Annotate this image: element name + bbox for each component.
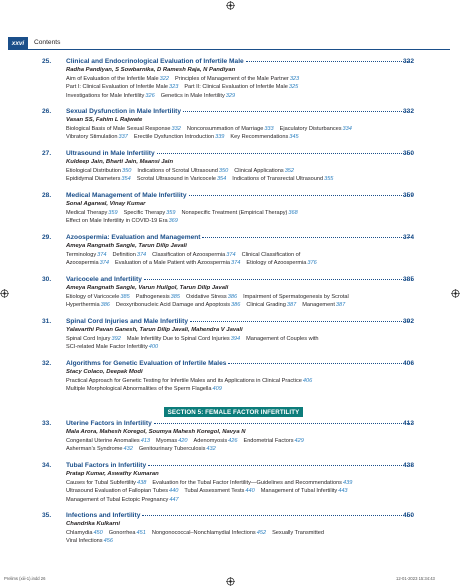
subtopic-page-number[interactable]: 326 — [145, 92, 155, 99]
chapter-authors: Chandrika Kulkarni — [66, 521, 121, 527]
subtopic-page-number[interactable]: 374 — [226, 252, 236, 258]
subtopic-page-number[interactable]: 440 — [245, 488, 255, 495]
subtopic-title: Gonorrhea — [108, 530, 136, 536]
subtopic-title: Etiology of Azoospermia — [246, 260, 307, 267]
subtopic-title: Medical Therapy — [66, 210, 108, 216]
subtopic-title: Male Infertility Due to Spinal Cord Injuries — [126, 336, 230, 342]
chapter-page-number[interactable]: 350 — [402, 150, 414, 157]
subtopic-title: Adenomyosis — [193, 438, 228, 444]
leader-dots — [246, 60, 412, 62]
subtopic-page-number[interactable]: 352 — [284, 168, 295, 174]
subtopic-title: Principles of Management of the Male Partner — [175, 76, 289, 82]
subtopic-line — [66, 538, 113, 544]
chapter-authors: Ameya Rangnath Sangle, Varun Huilgol, Tarun Dilip Javali — [66, 285, 229, 291]
subtopic-page-number[interactable]: 438 — [136, 480, 147, 486]
registration-mark-bottom — [226, 577, 235, 586]
subtopic-page-number[interactable]: 432 — [123, 446, 133, 453]
subtopic-page-number[interactable]: 420 — [178, 438, 188, 444]
chapter-number: 29. — [42, 234, 52, 241]
subtopic-title: Terminology — [66, 252, 97, 258]
subtopic-line — [66, 480, 352, 486]
chapter-page-number[interactable]: 406 — [402, 360, 414, 367]
subtopic-line — [66, 176, 333, 182]
subtopic-title: Classification of Azoospermia — [152, 252, 226, 258]
registration-mark-top — [226, 1, 235, 10]
subtopic-line — [66, 76, 299, 82]
chapter-title[interactable]: Infections and Infertility — [66, 512, 141, 519]
leader-dots — [183, 110, 412, 112]
chapter-title-line[interactable] — [66, 192, 414, 199]
subtopic-title: Multiple Morphological Abnormalities of the Sperm Flagella — [66, 386, 212, 393]
subtopic-page-number[interactable]: 325 — [288, 84, 299, 91]
chapter-title-line[interactable] — [66, 318, 414, 325]
subtopic-page-number[interactable]: 374 — [231, 260, 241, 267]
subtopic-page-number[interactable]: 354 — [216, 176, 227, 183]
running-header-title: Contents — [34, 39, 61, 46]
subtopic-line — [66, 294, 349, 300]
subtopic-page-number[interactable]: 385 — [170, 294, 180, 300]
section-banner: SECTION 5: FEMALE FACTOR INFERTILITY — [164, 407, 303, 417]
subtopic-page-number[interactable]: 392 — [111, 336, 121, 342]
chapter-authors: Vasan SS, Fahim L Rajwate — [66, 117, 143, 123]
subtopic-title: Myomas — [156, 438, 178, 444]
chapter-page-number[interactable]: 450 — [402, 512, 414, 519]
chapter-page-number[interactable]: 385 — [402, 276, 414, 283]
subtopic-title: Genetics in Male Infertility — [160, 92, 225, 99]
chapter-authors: Mala Arora, Mahesh Koregol, Soumya Mahesh Koregol, Navya N — [66, 429, 246, 435]
subtopic-line — [66, 126, 352, 132]
subtopic-title: Management — [302, 302, 335, 309]
subtopic-line — [66, 260, 317, 266]
subtopic-page-number[interactable]: 374 — [136, 252, 147, 258]
subtopic-title: Viral Infections — [66, 538, 103, 545]
subtopic-title: Management of Tubal Infertility — [260, 488, 338, 495]
leader-dots — [154, 422, 412, 424]
print-slug-timestamp: 12-01-2023 15:34:43 — [396, 576, 435, 581]
subtopic-title: Clinical Grading — [246, 302, 286, 309]
subtopic-title: Nonconsummation of Marriage — [186, 126, 264, 132]
chapter-title-line[interactable] — [66, 108, 414, 115]
subtopic-page-number[interactable]: 440 — [169, 488, 179, 495]
subtopic-page-number[interactable]: 413 — [140, 438, 151, 444]
subtopic-line — [66, 210, 298, 216]
leader-dots — [189, 194, 412, 196]
subtopic-title: Ultrasound Evaluation of Fallopian Tubes — [66, 488, 168, 495]
subtopic-page-number[interactable]: 385 — [120, 294, 130, 300]
subtopic-page-number[interactable]: 386 — [100, 302, 110, 309]
subtopic-page-number[interactable]: 359 — [108, 210, 118, 216]
subtopic-title: Tubal Assessment Tests — [184, 488, 245, 495]
chapter-title[interactable]: Tubal Factors in Infertility — [66, 462, 147, 469]
subtopic-title: Key Recommendations — [230, 134, 289, 141]
chapter-title[interactable]: Algorithms for Genetic Evaluation of Infertile Males — [66, 360, 227, 367]
subtopic-page-number[interactable]: 409 — [212, 386, 222, 393]
chapter-page-number[interactable]: 359 — [402, 192, 414, 199]
subtopic-title: Ejaculatory Disturbances — [279, 126, 342, 132]
subtopic-title: Aim of Evaluation of the Infertile Male — [66, 76, 159, 82]
chapter-title[interactable]: Ultrasound in Male Infertility — [66, 150, 155, 157]
subtopic-title: Nongonococcal–Nonchlamydial Infections — [151, 530, 256, 536]
header-rule — [8, 49, 450, 50]
subtopic-title: Part I: Clinical Evaluation of Infertile Male — [66, 84, 168, 91]
subtopic-title: Clinical Applications — [234, 168, 284, 174]
chapter-title[interactable]: Medical Management of Male Infertility — [66, 192, 187, 199]
subtopic-title: SCI-related Male Factor Infertility — [66, 344, 148, 351]
subtopic-page-number[interactable]: 337 — [118, 134, 128, 141]
chapter-authors: Stacy Colaco, Deepak Modi — [66, 369, 143, 375]
chapter-title[interactable]: Uterine Factors in Infertility — [66, 420, 152, 427]
subtopic-title: Deoxyribonucleic Acid Damage and Apoptosis — [115, 302, 231, 309]
subtopic-title: Chlamydia — [66, 530, 93, 536]
chapter-title-line[interactable] — [66, 512, 414, 519]
subtopic-page-number[interactable]: 339 — [215, 134, 225, 141]
subtopic-title: Part II: Clinical Evaluation of Infertile Male — [184, 84, 288, 91]
subtopic-line — [66, 84, 298, 90]
leader-dots — [142, 514, 412, 516]
subtopic-page-number[interactable]: 456 — [103, 538, 113, 545]
subtopic-page-number[interactable]: 322 — [159, 76, 169, 82]
chapter-authors: Yalavarthi Pavan Ganesh, Tarun Dilip Javali, Mahendra V Javali — [66, 327, 243, 333]
subtopic-page-number[interactable]: 426 — [228, 438, 238, 444]
subtopic-title: Effect on Male Infertility in COVID-19 Era — [66, 218, 168, 225]
print-slug-file: Prelims (xiii-1).indd 26 — [4, 576, 46, 581]
subtopic-line — [66, 344, 158, 350]
chapter-title[interactable]: Azoospermia: Evaluation and Management — [66, 234, 201, 241]
subtopic-line — [66, 386, 222, 392]
subtopic-title: Hyperthermia — [66, 302, 100, 309]
subtopic-line — [66, 218, 178, 224]
subtopic-title: Vibratory Stimulation — [66, 134, 118, 141]
chapter-title[interactable]: Clinical and Endocrinological Evaluation of Infertile Male — [66, 58, 244, 65]
subtopic-page-number[interactable]: 334 — [342, 126, 352, 132]
subtopic-title: Etiology of Varicocele — [66, 294, 120, 300]
subtopic-page-number[interactable]: 333 — [264, 126, 274, 132]
chapter-title[interactable]: Sexual Dysfunction in Male Infertility — [66, 108, 182, 115]
leader-dots — [144, 278, 412, 280]
subtopic-page-number[interactable]: 323 — [289, 76, 300, 82]
subtopic-title: Oxidative Stress — [185, 294, 227, 300]
chapter-title-line[interactable] — [66, 234, 414, 241]
chapter-title[interactable]: Spinal Cord Injuries and Male Infertility — [66, 318, 189, 325]
subtopic-line — [66, 530, 324, 536]
leader-dots — [228, 362, 412, 364]
subtopic-page-number[interactable]: 386 — [227, 294, 238, 300]
subtopic-page-number[interactable]: 406 — [302, 378, 313, 384]
chapter-page-number[interactable]: 332 — [402, 108, 414, 115]
subtopic-page-number[interactable]: 350 — [122, 168, 132, 174]
subtopic-page-number[interactable]: 400 — [148, 344, 159, 351]
subtopic-line — [66, 93, 235, 99]
subtopic-title: Indications of Transrectal Ultrasound — [232, 176, 324, 183]
subtopic-page-number[interactable]: 386 — [231, 302, 241, 309]
subtopic-page-number[interactable]: 387 — [286, 302, 297, 309]
leader-dots — [190, 320, 412, 322]
subtopic-title: Specific Therapy — [123, 210, 166, 216]
subtopic-title: Definition — [112, 252, 136, 258]
chapter-title-line[interactable] — [66, 462, 414, 469]
subtopic-title: Epididymal Diameters — [66, 176, 121, 183]
subtopic-title: Management of Couples with — [246, 336, 319, 342]
subtopic-line — [66, 497, 179, 503]
chapter-number: 26. — [42, 108, 52, 115]
subtopic-page-number[interactable]: 355 — [324, 176, 334, 183]
subtopic-title: Clinical Classification of — [241, 252, 301, 258]
subtopic-title: Azoospermia — [66, 260, 99, 267]
subtopic-title: Causes for Tubal Subfertility — [66, 480, 136, 486]
leader-dots — [202, 236, 412, 238]
subtopic-page-number[interactable]: 354 — [121, 176, 131, 183]
subtopic-page-number[interactable]: 359 — [166, 210, 176, 216]
subtopic-title: Pathogenesis — [135, 294, 170, 300]
chapter-authors: Sonal Agarwal, Vinay Kumar — [66, 201, 146, 207]
chapter-number: 27. — [42, 150, 52, 157]
chapter-page-number[interactable]: 413 — [402, 420, 414, 427]
subtopic-page-number[interactable]: 345 — [289, 134, 299, 141]
subtopic-page-number[interactable]: 368 — [288, 210, 298, 216]
subtopic-page-number[interactable]: 369 — [168, 218, 178, 225]
subtopic-line — [66, 302, 345, 308]
subtopic-line — [66, 134, 299, 140]
subtopic-title: Evaluation of a Male Patient with Azoospermia — [115, 260, 231, 267]
subtopic-title: Scrotal Ultrasound in Varicocele — [136, 176, 216, 183]
chapter-title-line[interactable] — [66, 58, 414, 65]
subtopic-page-number[interactable]: 450 — [93, 530, 103, 536]
subtopic-title: Endometrial Factors — [243, 438, 294, 444]
subtopic-page-number[interactable]: 394 — [230, 336, 241, 342]
subtopic-title: Sexually Transmitted — [272, 530, 324, 536]
chapter-title-line[interactable] — [66, 276, 414, 283]
chapter-number: 30. — [42, 276, 52, 283]
subtopic-title: Investigations for Male Infertility — [66, 92, 145, 99]
chapter-authors: Pratap Kumar, Aswathy Kumaran — [66, 471, 159, 477]
subtopic-page-number[interactable]: 452 — [256, 530, 267, 536]
page-number-roman: xxvi — [8, 37, 28, 49]
chapter-number: 25. — [42, 58, 52, 65]
subtopic-page-number[interactable]: 451 — [136, 530, 146, 536]
subtopic-page-number[interactable]: 329 — [225, 92, 236, 99]
subtopic-page-number[interactable]: 350 — [218, 168, 229, 174]
subtopic-title: Practical Approach for Genetic Testing for Infertile Males and its Applications in Clinical Practice — [66, 378, 302, 384]
subtopic-page-number[interactable]: 374 — [97, 252, 107, 258]
subtopic-line — [66, 488, 348, 494]
subtopic-line — [66, 168, 294, 174]
subtopic-page-number[interactable]: 323 — [168, 84, 179, 91]
subtopic-page-number[interactable]: 432 — [206, 446, 216, 453]
subtopic-page-number[interactable]: 439 — [342, 480, 353, 486]
subtopic-page-number[interactable]: 429 — [294, 438, 304, 444]
chapter-number: 28. — [42, 192, 52, 199]
subtopic-page-number[interactable]: 332 — [171, 126, 181, 132]
chapter-page-number[interactable]: 374 — [402, 234, 414, 241]
chapter-authors: Radha Pandiyan, S Sowbarnika, D Ramesh Raja, N Pandiyan — [66, 67, 236, 73]
leader-dots — [148, 464, 412, 466]
subtopic-title: Biological Basis of Male Sexual Response — [66, 126, 171, 132]
subtopic-page-number[interactable]: 447 — [169, 496, 179, 503]
chapter-title-line[interactable] — [66, 150, 414, 157]
chapter-authors: Kuldeep Jain, Bharti Jain, Maansi Jain — [66, 159, 174, 165]
subtopic-title: Indications of Scrotal Ultrasound — [137, 168, 218, 174]
chapter-number: 32. — [42, 360, 52, 367]
subtopic-title: Etiological Distribution — [66, 168, 122, 174]
chapter-authors: Ameya Rangnath Sangle, Tarun Dilip Javali — [66, 243, 187, 249]
subtopic-title: Nonspecific Treatment (Empirical Therapy) — [181, 210, 288, 216]
subtopic-title: Spinal Cord Injury — [66, 336, 111, 342]
chapter-number: 34. — [42, 462, 52, 469]
chapter-number: 33. — [42, 420, 52, 427]
subtopic-line — [66, 378, 312, 384]
subtopic-title: Genitourinary Tuberculosis — [138, 446, 206, 453]
subtopic-line — [66, 438, 304, 444]
registration-mark-left — [0, 289, 9, 298]
subtopic-title: Congenital Uterine Anomalies — [66, 438, 140, 444]
chapter-number: 31. — [42, 318, 52, 325]
subtopic-line — [66, 252, 300, 258]
chapter-title-line[interactable] — [66, 420, 414, 427]
subtopic-page-number[interactable]: 374 — [99, 260, 109, 267]
subtopic-line — [66, 336, 319, 342]
chapter-title-line[interactable] — [66, 360, 414, 367]
subtopic-line — [66, 446, 216, 452]
chapter-page-number[interactable]: 322 — [402, 58, 414, 65]
chapter-page-number[interactable]: 392 — [402, 318, 414, 325]
subtopic-title: Erectile Dysfunction Introduction — [133, 134, 215, 141]
chapter-page-number[interactable]: 438 — [402, 462, 414, 469]
subtopic-title: Impairment of Spermatogenesis by Scrotal — [243, 294, 349, 300]
leader-dots — [157, 152, 412, 154]
running-header — [0, 37, 460, 49]
subtopic-title: Evaluation for the Tubal Factor Infertility—Guidelines and Recommendations — [152, 480, 342, 486]
subtopic-title: Management of Tubal Ectopic Pregnancy — [66, 496, 169, 503]
subtopic-title: Asherman’s Syndrome — [66, 446, 123, 453]
registration-mark-right — [451, 289, 460, 298]
subtopic-page-number[interactable]: 443 — [338, 488, 348, 495]
subtopic-page-number[interactable]: 387 — [335, 302, 346, 309]
chapter-title[interactable]: Varicocele and Infertility — [66, 276, 142, 283]
chapter-number: 35. — [42, 512, 52, 519]
subtopic-page-number[interactable]: 376 — [307, 260, 317, 267]
